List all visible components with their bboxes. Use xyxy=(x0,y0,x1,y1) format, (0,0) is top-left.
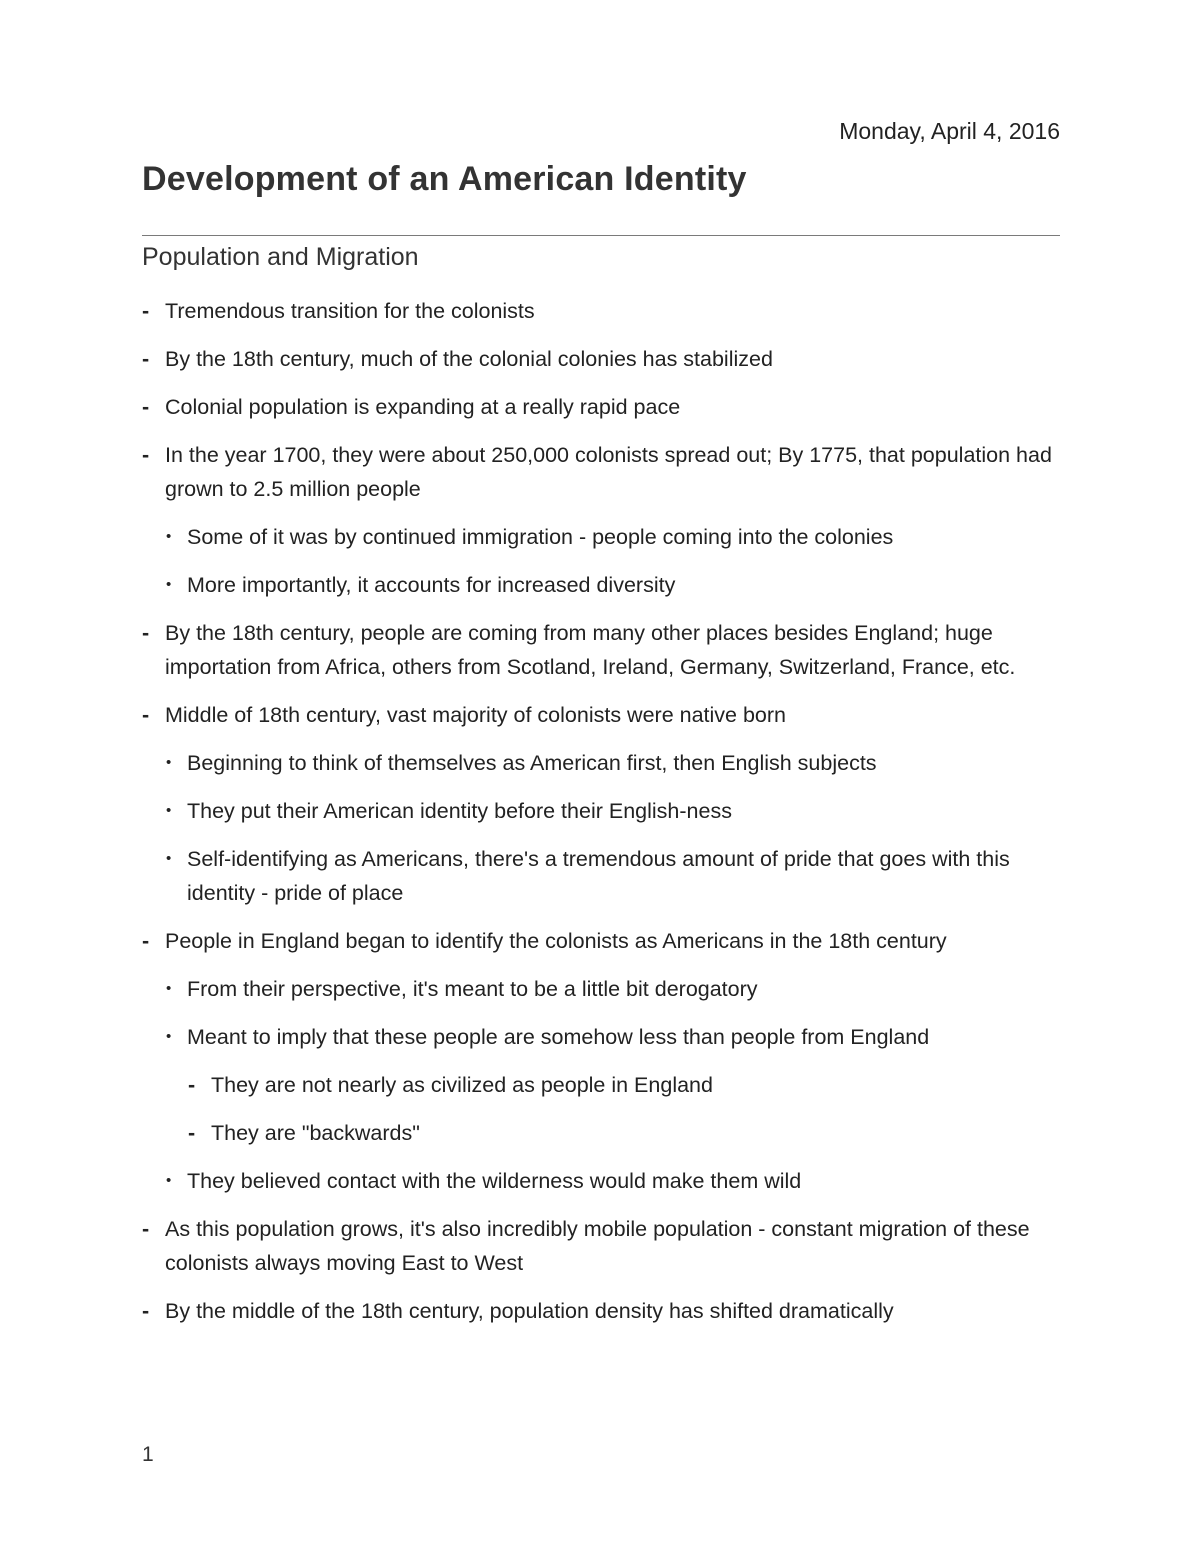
dot-bullet-marker: • xyxy=(166,850,172,867)
document-title: Development of an American Identity xyxy=(142,160,747,198)
dot-bullet-marker: • xyxy=(166,528,172,545)
dash-bullet-marker: - xyxy=(142,703,150,727)
dot-bullet-marker: • xyxy=(166,1172,172,1189)
list-item-text: Meant to imply that these people are somehow less than people from England xyxy=(187,1025,930,1049)
list-item-text: They believed contact with the wilderness would make them wild xyxy=(187,1169,802,1193)
dash-bullet-marker: - xyxy=(142,1299,150,1323)
dash-bullet-marker: - xyxy=(142,1217,150,1241)
list-item-text: Self-identifying as Americans, there's a tremendous amount of pride that goes with this identity - pride of place xyxy=(187,847,1010,905)
list-item-text: People in England began to identify the colonists as Americans in the 18th century xyxy=(165,929,947,953)
list-item xyxy=(142,342,1060,376)
list-item xyxy=(142,390,1060,424)
list-item xyxy=(142,972,1060,1006)
dash-bullet-marker: - xyxy=(142,621,150,645)
dot-bullet-marker: • xyxy=(166,980,172,997)
list-item xyxy=(142,794,1060,828)
list-item xyxy=(142,1164,1060,1198)
list-item xyxy=(142,1294,1060,1328)
list-item-text: Tremendous transition for the colonists xyxy=(165,299,535,323)
list-item-text: They put their American identity before their English-ness xyxy=(187,799,732,823)
section-heading: Population and Migration xyxy=(142,243,419,271)
list-item xyxy=(142,1020,1060,1054)
list-item-text: By the middle of the 18th century, population density has shifted dramatically xyxy=(165,1299,894,1323)
list-item-text: They are "backwards" xyxy=(211,1121,420,1145)
list-item-text: By the 18th century, much of the colonial colonies has stabilized xyxy=(165,347,773,371)
list-item xyxy=(142,746,1060,780)
dash-bullet-marker: - xyxy=(142,299,150,323)
dash-bullet-marker: - xyxy=(188,1073,196,1097)
dash-bullet-marker: - xyxy=(142,929,150,953)
list-item-text: Colonial population is expanding at a really rapid pace xyxy=(165,395,681,419)
list-item xyxy=(142,520,1060,554)
list-item-text: They are not nearly as civilized as people in England xyxy=(211,1073,713,1097)
list-item-text: Beginning to think of themselves as American first, then English subjects xyxy=(187,751,877,775)
list-item xyxy=(142,294,1060,328)
dot-bullet-marker: • xyxy=(166,576,172,593)
notes-list xyxy=(142,294,1060,1342)
list-item xyxy=(142,616,1060,684)
list-item-text: Middle of 18th century, vast majority of colonists were native born xyxy=(165,703,787,727)
dot-bullet-marker: • xyxy=(166,802,172,819)
list-item xyxy=(142,1068,1060,1102)
list-item xyxy=(142,568,1060,602)
page-number: 1 xyxy=(142,1443,154,1466)
list-item-text: More importantly, it accounts for increased diversity xyxy=(187,573,676,597)
dot-bullet-marker: • xyxy=(166,1028,172,1045)
document-date: Monday, April 4, 2016 xyxy=(839,118,1060,144)
list-item-text: From their perspective, it's meant to be a little bit derogatory xyxy=(187,977,758,1001)
list-item xyxy=(142,438,1060,506)
dash-bullet-marker: - xyxy=(142,395,150,419)
dash-bullet-marker: - xyxy=(188,1121,196,1145)
list-item-text: By the 18th century, people are coming from many other places besides England; huge importation from Africa, others from Scotland, Ireland, Germany, Switzerland, France, etc. xyxy=(165,621,1016,679)
dot-bullet-marker: • xyxy=(166,754,172,771)
list-item-text: In the year 1700, they were about 250,000 colonists spread out; By 1775, that population had grown to 2.5 million people xyxy=(165,443,1052,501)
dash-bullet-marker: - xyxy=(142,443,150,467)
list-item xyxy=(142,1212,1060,1280)
list-item-text: As this population grows, it's also incredibly mobile population - constant migration of these colonists always moving East to West xyxy=(165,1217,1030,1275)
list-item xyxy=(142,924,1060,958)
title-divider xyxy=(142,235,1060,236)
list-item xyxy=(142,698,1060,732)
list-item xyxy=(142,1116,1060,1150)
list-item-text: Some of it was by continued immigration - people coming into the colonies xyxy=(187,525,894,549)
list-item xyxy=(142,842,1060,910)
dash-bullet-marker: - xyxy=(142,347,150,371)
